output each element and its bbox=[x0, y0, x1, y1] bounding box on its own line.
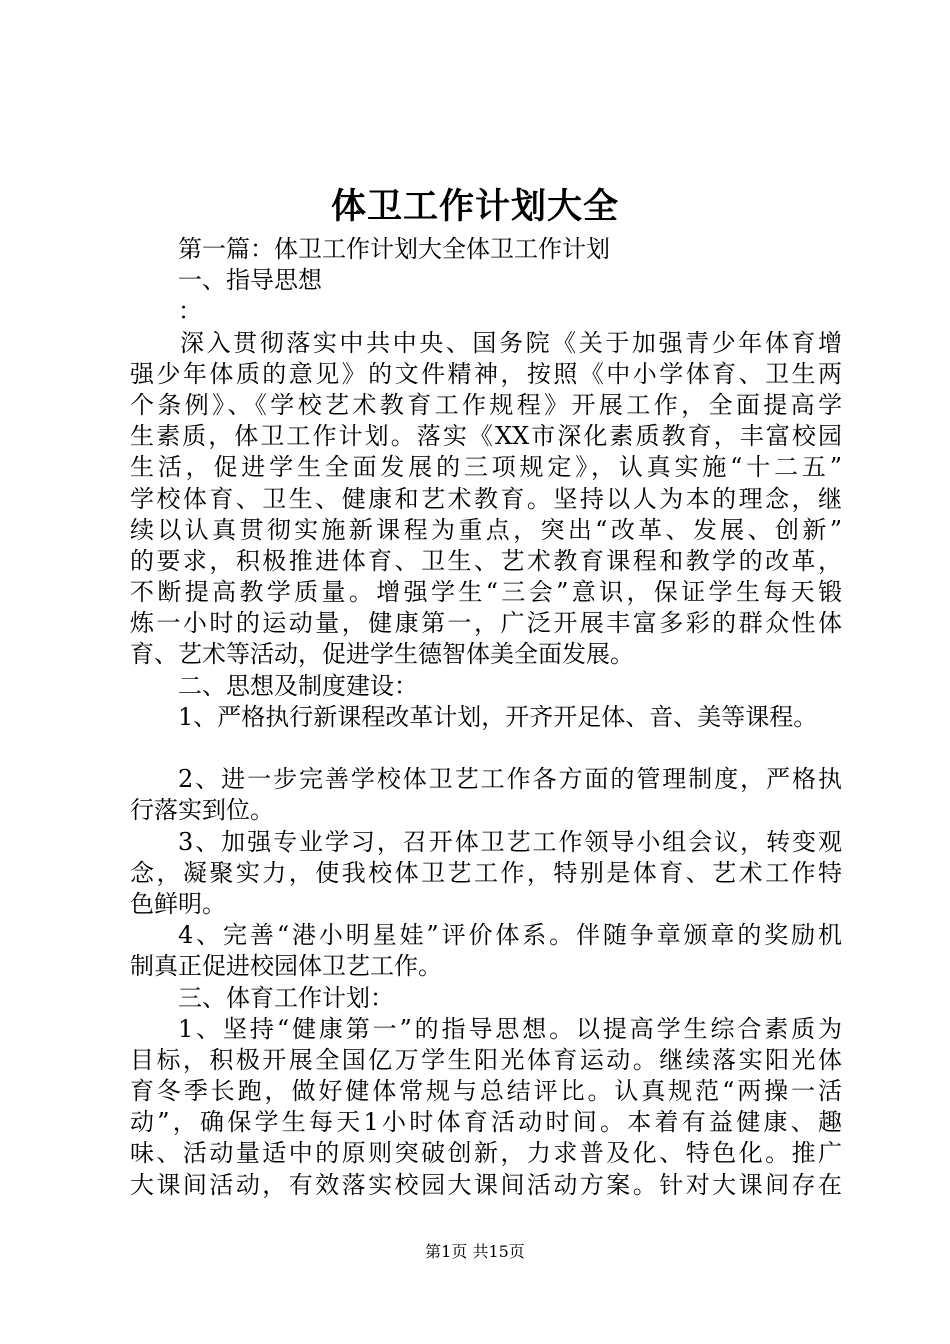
text-line: 动”，确保学生每天1小时体育活动时间。本着有益健康、趣 bbox=[130, 1108, 842, 1137]
text-line: 1、坚持“健康第一”的指导思想。以提高学生综合素质为 bbox=[178, 1014, 842, 1043]
text-line: 育、艺术等活动，促进学生德智体美全面发展。 bbox=[130, 640, 634, 669]
text-line: 强少年体质的意见》的文件精神，按照《中小学体育、卫生两 bbox=[130, 359, 842, 388]
text-line: 念，凝聚实力，使我校体卫艺工作，特别是体育、艺术工作特 bbox=[130, 858, 842, 887]
text-line: 学校体育、卫生、健康和艺术教育。坚持以人为本的理念，继 bbox=[130, 484, 842, 513]
text-line: 的要求，积极推进体育、卫生、艺术教育课程和教学的改革， bbox=[130, 546, 842, 575]
section-heading: 三、体育工作计划： bbox=[178, 983, 394, 1012]
document-title: 体卫工作计划大全 bbox=[330, 186, 619, 227]
text-line: 制真正促进校园体卫艺工作。 bbox=[130, 952, 442, 981]
section-heading: 一、指导思想 bbox=[178, 266, 322, 295]
text-line: 大课间活动，有效落实校园大课间活动方案。针对大课间存在 bbox=[130, 1170, 842, 1199]
text-line: 目标，积极开展全国亿万学生阳光体育运动。继续落实阳光体 bbox=[130, 1045, 842, 1074]
document-body bbox=[130, 234, 842, 1201]
text-line: ： bbox=[178, 297, 202, 326]
text-line: 生素质，体卫工作计划。落实《XX市深化素质教育，丰富校园 bbox=[130, 422, 842, 451]
text-line: 个条例》、《学校艺术教育工作规程》开展工作，全面提高学 bbox=[130, 390, 842, 419]
text-line: 续以认真贯彻实施新课程为重点，突出“改革、发展、创新” bbox=[130, 515, 842, 544]
text-line: 味、活动量适中的原则突破创新，力求普及化、特色化。推广 bbox=[130, 1139, 842, 1168]
text-line: 炼一小时的运动量，健康第一，广泛开展丰富多彩的群众性体 bbox=[130, 609, 842, 638]
text-line: 行落实到位。 bbox=[130, 796, 274, 825]
text-line: 色鲜明。 bbox=[130, 889, 226, 918]
text-line: 深入贯彻落实中共中央、国务院《关于加强青少年体育增 bbox=[180, 328, 842, 357]
blank-line bbox=[130, 733, 842, 764]
text-line: 2、进一步完善学校体卫艺工作各方面的管理制度，严格执 bbox=[178, 765, 842, 794]
section-heading: 第一篇：体卫工作计划大全体卫工作计划 bbox=[178, 235, 610, 263]
text-line: 生活，促进学生全面发展的三项规定》，认真实施“十二五” bbox=[130, 453, 842, 482]
page-footer: 第1页 共15页 bbox=[425, 1242, 525, 1261]
text-line: 不断提高教学质量。增强学生“三会”意识，保证学生每天锻 bbox=[130, 578, 842, 607]
text-line: 3、加强专业学习，召开体卫艺工作领导小组会议，转变观 bbox=[178, 827, 842, 856]
text-line: 育冬季长跑，做好健体常规与总结评比。认真规范“两操一活 bbox=[130, 1077, 842, 1106]
text-line: 4、完善“港小明星娃”评价体系。伴随争章颁章的奖励机 bbox=[178, 921, 842, 950]
text-line: 1、严格执行新课程改革计划，开齐开足体、音、美等课程。 bbox=[178, 702, 818, 731]
section-heading: 二、思想及制度建设： bbox=[178, 671, 418, 700]
